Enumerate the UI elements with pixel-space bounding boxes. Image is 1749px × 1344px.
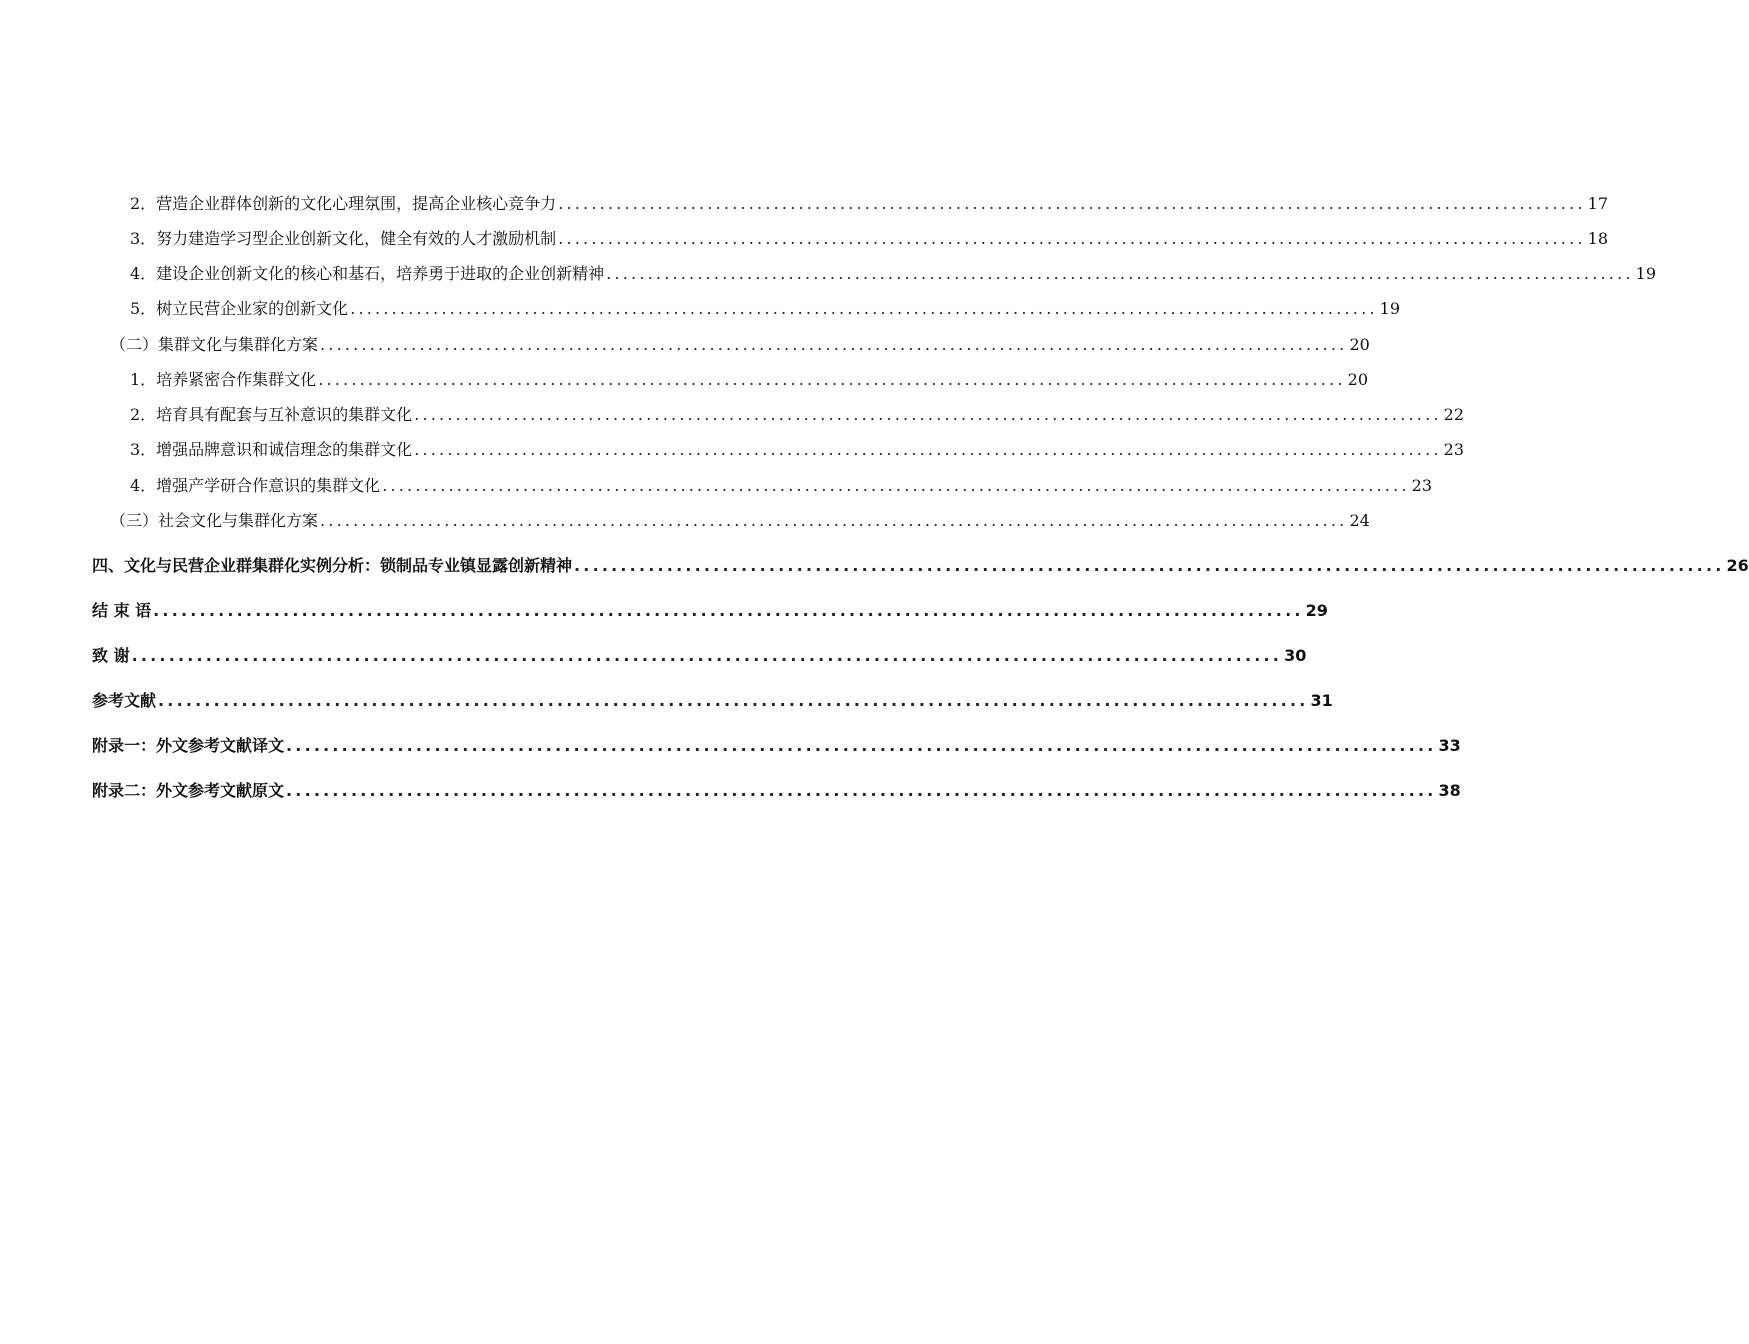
toc-dot-leader: ............................................................................................................................: [414, 405, 1442, 424]
toc-page-number: 17: [1587, 194, 1609, 213]
toc-dot-leader: ............................................................................................................................: [320, 511, 1348, 530]
toc-dot-leader: ............................................................................................................................: [414, 440, 1442, 459]
toc-page-number: 24: [1349, 511, 1370, 530]
toc-entry[interactable]: [92, 778, 1461, 801]
toc-entry[interactable]: [92, 688, 1333, 711]
toc-dot-leader: ............................................................................................................................: [286, 736, 1437, 755]
toc-dot-leader: ............................................................................................................................: [320, 335, 1348, 354]
toc-page-number: 30: [1284, 646, 1307, 665]
toc-page-number: 31: [1310, 691, 1333, 710]
toc-entry-label: 3．努力建造学习型企业创新文化，健全有效的人才激励机制: [130, 229, 557, 248]
toc-entry-label: 5．树立民营企业家的创新文化: [130, 299, 349, 318]
toc-entry[interactable]: [130, 296, 1401, 319]
toc-entry-label: 附录一：外文参考文献译文: [92, 736, 285, 755]
toc-entry[interactable]: [130, 261, 1657, 284]
toc-entry-label: 1．培养紧密合作集群文化: [130, 370, 317, 389]
toc-dot-leader: ............................................................................................................................: [558, 229, 1586, 248]
toc-entry[interactable]: [130, 191, 1609, 214]
toc-entry-label: 2．培育具有配套与互补意识的集群文化: [130, 405, 413, 424]
toc-dot-leader: ............................................................................................................................: [350, 299, 1378, 318]
toc-entry-label: 2．营造企业群体创新的文化心理氛围，提高企业核心竞争力: [130, 194, 557, 213]
toc-dot-leader: ............................................................................................................................: [382, 476, 1410, 495]
toc-dot-leader: ............................................................................................................................: [286, 781, 1437, 800]
toc-dot-leader: ............................................................................................................................: [606, 264, 1634, 283]
toc-entry-label: 致 谢: [92, 646, 130, 665]
toc-entry-label: 附录二：外文参考文献原文: [92, 781, 285, 800]
toc-entry[interactable]: [92, 553, 1749, 576]
toc-dot-leader: ............................................................................................................................: [131, 646, 1283, 665]
toc-entry[interactable]: [130, 226, 1609, 249]
toc-entry[interactable]: [130, 402, 1465, 425]
toc-page-number: 20: [1347, 370, 1369, 389]
toc-dot-leader: ............................................................................................................................: [558, 194, 1586, 213]
toc-page-number: 20: [1349, 335, 1370, 354]
toc-page-number: 33: [1438, 736, 1461, 755]
toc-page-number: 23: [1443, 440, 1465, 459]
toc-page-number: 22: [1443, 405, 1465, 424]
toc-dot-leader: ............................................................................................................................: [574, 556, 1725, 575]
toc-entry-label: 四、文化与民营企业群集群化实例分析：锁制品专业镇显露创新精神: [92, 556, 573, 575]
toc-entry[interactable]: [130, 437, 1465, 460]
toc-entry[interactable]: [110, 332, 1370, 355]
toc-page-number: 19: [1379, 299, 1401, 318]
toc-page-number: 38: [1438, 781, 1461, 800]
toc-page-number: 26: [1726, 556, 1749, 575]
toc-entry-label: 4．建设企业创新文化的核心和基石，培养勇于进取的企业创新精神: [130, 264, 605, 283]
toc-entry-label: 结 束 语: [92, 601, 152, 620]
toc-page-number: 19: [1635, 264, 1657, 283]
toc-entry[interactable]: [110, 508, 1370, 531]
toc-dot-leader: ............................................................................................................................: [318, 370, 1346, 389]
toc-entry[interactable]: [130, 473, 1433, 496]
toc-entry[interactable]: [130, 367, 1369, 390]
toc-entry[interactable]: [92, 598, 1328, 621]
toc-dot-leader: ............................................................................................................................: [153, 601, 1304, 620]
toc-page-number: 29: [1305, 601, 1328, 620]
toc-entry-label: 参考文献: [92, 691, 157, 710]
toc-entry[interactable]: [92, 733, 1461, 756]
toc-dot-leader: ............................................................................................................................: [158, 691, 1309, 710]
toc-entry-label: 4．增强产学研合作意识的集群文化: [130, 476, 381, 495]
toc-page-number: 18: [1587, 229, 1609, 248]
toc-entry-label: 3．增强品牌意识和诚信理念的集群文化: [130, 440, 413, 459]
toc-entry-label: （二）集群文化与集群化方案: [110, 335, 319, 354]
toc-page-number: 23: [1411, 476, 1433, 495]
toc-entry[interactable]: [92, 643, 1307, 666]
toc-entry-label: （三）社会文化与集群化方案: [110, 511, 319, 530]
